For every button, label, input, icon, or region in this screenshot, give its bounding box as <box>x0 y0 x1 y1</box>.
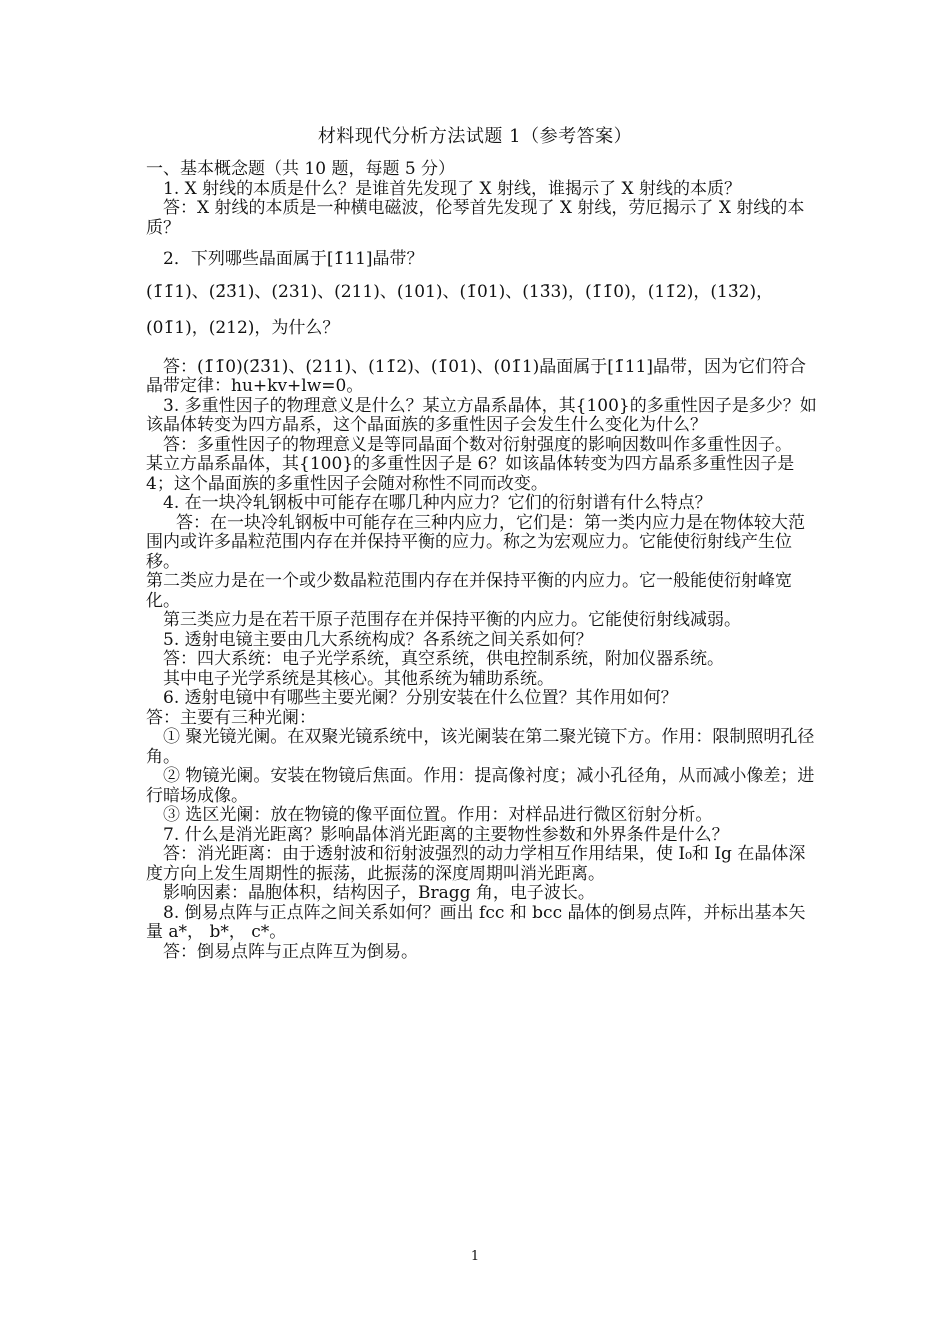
document-title: 材料现代分析方法试题 1（参考答案） <box>317 126 633 147</box>
question-1: 1. X 射线的本质是什么？是谁首先发现了 X 射线，谁揭示了 X 射线的本质？ <box>163 178 741 199</box>
answer-3: 答：多重性因子的物理意义是等同晶面个数对衍射强度的影响因数叫作多重性因子。 <box>163 434 792 455</box>
answer-7: 答：消光距离：由于透射波和衍射波强烈的动力学相互作用结果，使 I₀和 Ig 在晶体深度方向上发生周期性的振荡，此振荡的深度周期叫消光距离。 <box>146 844 806 884</box>
answer-4-second-type: 第二类应力是在一个或少数晶粒范围内存在并保持平衡的内应力。它一般能使衍射峰宽化。 <box>146 571 792 611</box>
answer-5-continued: 其中电子光学系统是其核心。其他系统为辅助系统。 <box>163 668 554 689</box>
answer-6-item-2: ② 物镜光阑。安装在物镜后焦面。作用：提高像衬度；减小孔径角，从而减小像差；进行暗场成像。 <box>146 766 815 806</box>
question-3: 3. 多重性因子的物理意义是什么？某立方晶系晶体，其{100}的多重性因子是多少？如该晶体转变为四方晶系，这个晶面族的多重性因子会发生什么变化为什么？ <box>146 395 817 435</box>
answer-2: 答：(1̄1̄0)(2̄3̄1)、(211)、(11̄2)、(1̄01)、(01̄1)晶面属于[1̄11]晶带，因为它们符合晶带定律：hu+kv+lw=0。 <box>146 356 806 396</box>
answer-6-item-3: ③ 选区光阑：放在物镜的像平面位置。作用：对样品进行微区衍射分析。 <box>163 805 713 825</box>
answer-4-third-type: 第三类应力是在若干原子范围存在并保持平衡的内应力。它能使衍射线减弱。 <box>163 610 741 630</box>
answer-6-item-1: ① 聚光镜光阑。在双聚光镜系统中，该光阑装在第二聚光镜下方。作用：限制照明孔径角。 <box>146 727 815 767</box>
answer-6: 答：主要有三种光阑： <box>146 707 316 728</box>
question-5: 5. 透射电镜主要由几大系统构成？各系统之间关系如何？ <box>163 629 593 650</box>
question-4: 4. 在一块冷轧钢板中可能存在哪几种内应力？它们的衍射谱有什么特点？ <box>163 493 712 513</box>
answer-3-continued: 某立方晶系晶体，其{100}的多重性因子是 6？如该晶体转变为四方晶系多重性因子是 4；这个晶面族的多重性因子会随对称性不同而改变。 <box>146 454 795 494</box>
section-heading: 一、基本概念题（共 10 题，每题 5 分） <box>146 159 456 179</box>
question-8: 8. 倒易点阵与正点阵之间关系如何？画出 fcc 和 bcc 晶体的倒易点阵，并标出基本矢量 a*， b*， c*。 <box>146 902 806 942</box>
answer-4: 答：在一块冷轧钢板中可能存在三种内应力，它们是：第一类内应力是在物体较大范围内或许多晶粒范围内存在并保持平衡的应力。称之为宏观应力。它能使衍射线产生位移。 <box>146 512 805 572</box>
answer-8: 答：倒易点阵与正点阵互为倒易。 <box>163 941 418 962</box>
page-number: 1 <box>470 1249 480 1264</box>
answer-7-factors: 影响因素：晶胞体积，结构因子，Bragg 角，电子波长。 <box>163 883 595 903</box>
question-7: 7. 什么是消光距离？影响晶体消光距离的主要物性参数和外界条件是什么？ <box>163 824 729 845</box>
question-2-planes: (1̄1̄1)、(2̄3̄1)、(231)、(211)、(101)、(1̄01)、(13̄3)，(1̄1̄0)，(11̄2)，(13̄2)，(01̄1)，(212)，为什么？ <box>146 281 774 338</box>
answer-1: 答：X 射线的本质是一种横电磁波，伦琴首先发现了 X 射线，劳厄揭示了 X 射线的本质？ <box>146 198 805 238</box>
answer-5: 答：四大系统：电子光学系统，真空系统，供电控制系统，附加仪器系统。 <box>163 649 724 669</box>
document-body <box>146 160 818 962</box>
question-6: 6. 透射电镜中有哪些主要光阑？分别安装在什么位置？其作用如何？ <box>163 688 678 708</box>
question-2: 2．下列哪些晶面属于[1̄11]晶带？ <box>163 249 424 269</box>
